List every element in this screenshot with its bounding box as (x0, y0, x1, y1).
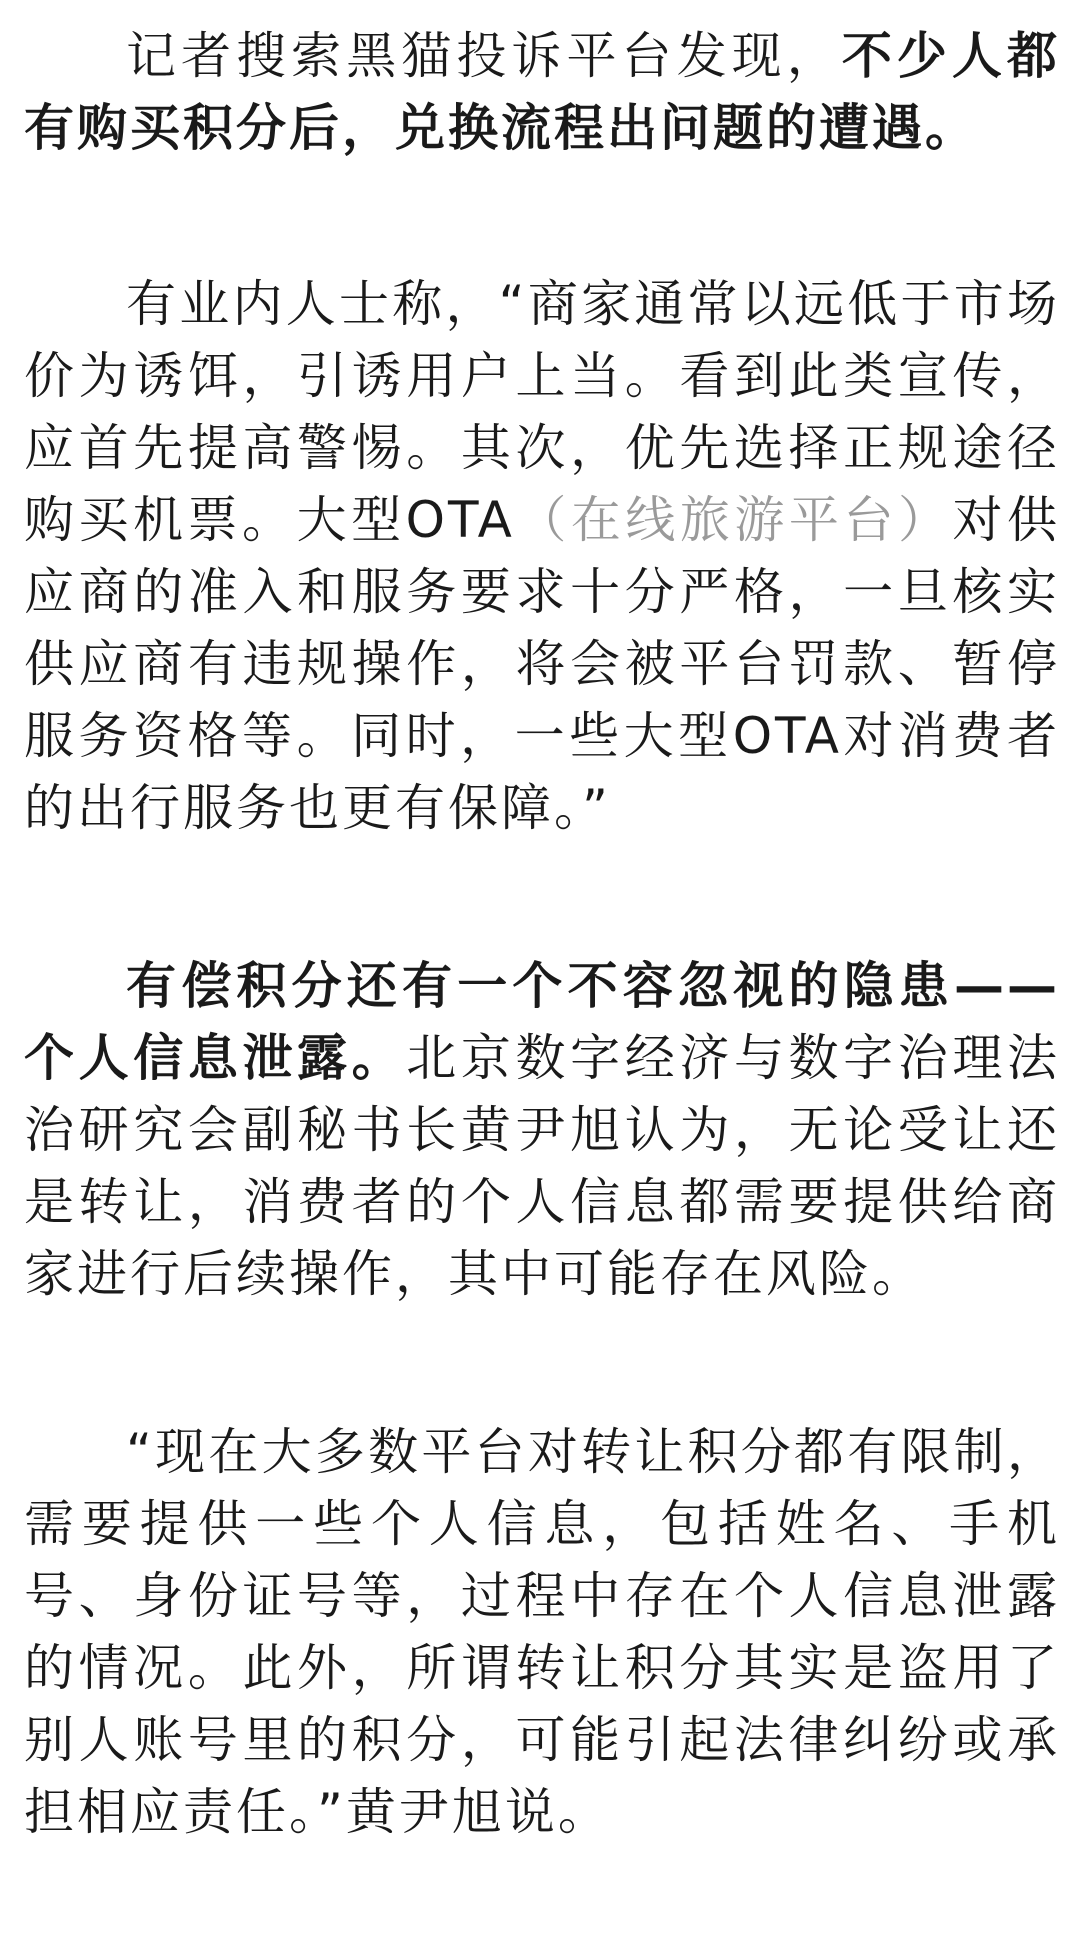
paragraph-1-lead: 记者搜索黑猫投诉平台发现， (126, 27, 842, 85)
paragraph-2 (24, 268, 1060, 844)
paragraph-4-quote: “现在大多数平台对转让积分都有限制，需要提供一些个人信息，包括姓名、手机号、身份证号等，过程中存在个人信息泄露的情况。此外，所谓转让积分其实是盗用了别人账号里的积分，可能引起法律纠纷或承担相应责任。”黄尹旭说。 (24, 1423, 1060, 1841)
paragraph-1-emphasis: 不少人都有购买积分后，兑换流程出问题的遭遇。 (24, 27, 1060, 157)
paragraph-3-body: 北京数字经济与数字治理法治研究会副秘书长黄尹旭认为，无论受让还是转让，消费者的个人信息都需要提供给商家进行后续操作，其中可能存在风险。 (24, 1029, 1061, 1303)
paragraph-4 (24, 1416, 1060, 1848)
paragraph-3 (24, 950, 1060, 1310)
paragraph-2-quote-start: 有业内人士称，“商家通常以远低于市场价为诱饵，引诱用户上当。看到此类宣传，应首先提高警惕。其次，优先选择正规途径购买机票。大型OTA (24, 275, 1060, 549)
paragraph-3-emphasis: 有偿积分还有一个不容忽视的隐患——个人信息泄露。 (24, 957, 1060, 1087)
paragraph-2-quote-end: 对供应商的准入和服务要求十分严格，一旦核实供应商有违规操作，将会被平台罚款、暂停服务资格等。同时，一些大型OTA对消费者的出行服务也更有保障。” (24, 491, 1060, 837)
paragraph-1 (24, 20, 1060, 164)
paragraph-2-ota-note: （在线旅游平台） (514, 491, 953, 549)
